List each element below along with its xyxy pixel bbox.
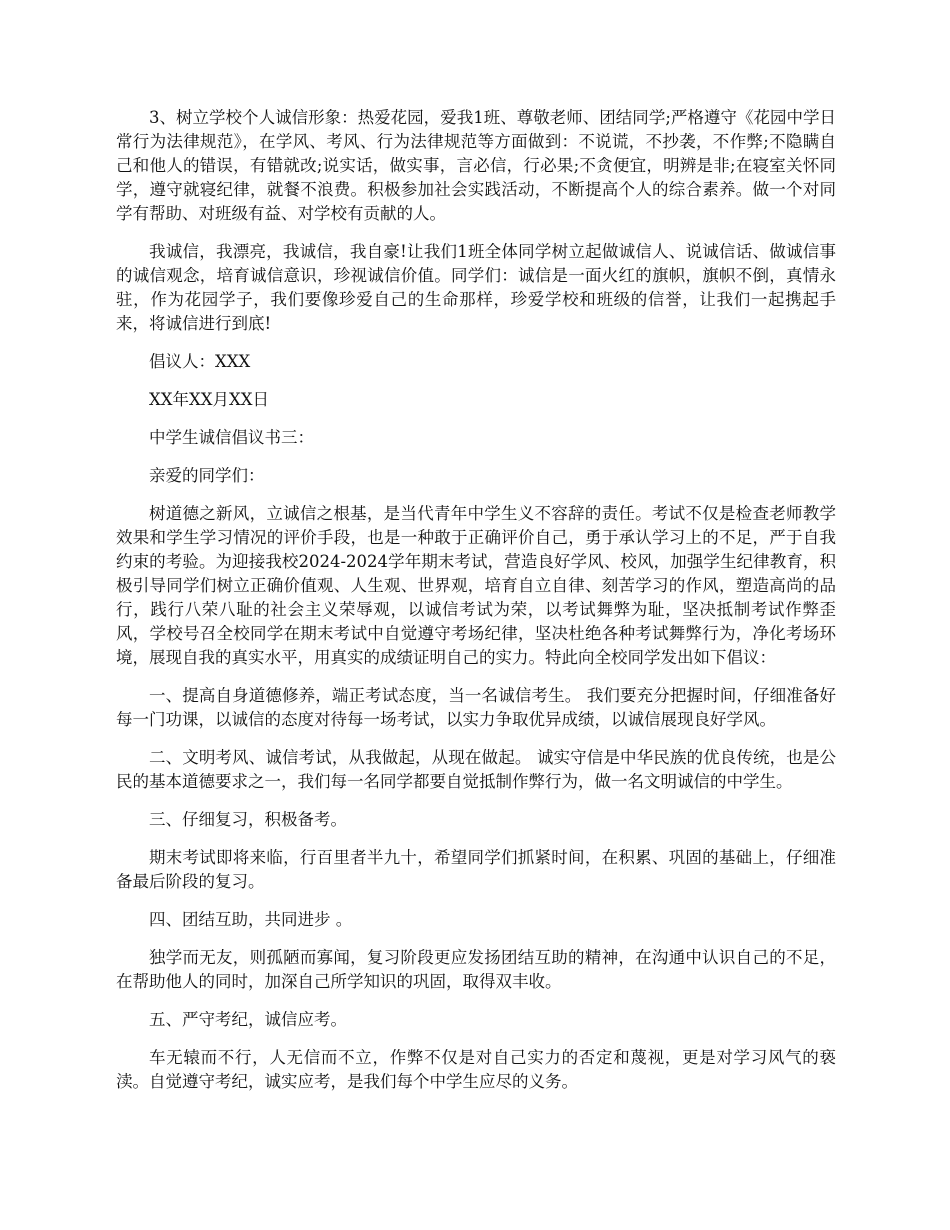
proposal-heading-4: 四、团结互助，共同进步 。 (149, 910, 353, 929)
proposal-body-5: 车无辕而不行，人无信而不立，作弊不仅是对自己实力的否定和蔑视，更是对学习风气的亵渎。自觉遵守考纪，诚实应考，是我们每个中学生应尽的义务。 (116, 1048, 836, 1091)
proposer-line: 倡议人：XXX (149, 352, 251, 371)
date-line: XX年XX月XX日 (149, 390, 269, 409)
proposal-body-4: 独学而无友，则孤陋而寡闻，复习阶段更应发扬团结互助的精神，在沟通中认识自己的不足，在帮助他人的同时，加深自己所学知识的巩固，取得双丰收。 (116, 948, 836, 991)
proposal-body-3: 期末考试即将来临，行百里者半九十，希望同学们抓紧时间，在积累、巩固的基础上，仔细准备最后阶段的复习。 (116, 848, 836, 891)
salutation: 亲爱的同学们： (149, 466, 265, 485)
proposal-heading-3: 三、仔细复习，积极备考。 (149, 810, 347, 829)
document-body (116, 106, 836, 1108)
section-title: 中学生诚信倡议书三： (149, 428, 314, 447)
paragraph-integrity-image: 3、树立学校个人诚信形象：热爱花园，爱我1班、尊敬老师、团结同学;严格遵守《花园中学日常行为法律规范》，在学风、考风、行为法律规范等方面做到：不说谎，不抄袭，不作弊;不隐瞒自己和他人的错误，有错就改;说实话，做实事，言必信，行必果;不贪便宜，明辨是非;在寝室关怀同学，遵守就寝纪律，就餐不浪费。积极参加社会实践活动，不断提高个人的综合素养。做一个对同学有帮助、对班级有益、对学校有贡献的人。 (116, 108, 836, 223)
proposal-heading-5: 五、严守考纪，诚信应考。 (149, 1010, 347, 1029)
paragraph-introduction: 树道德之新风，立诚信之根基，是当代青年中学生义不容辞的责任。考试不仅是检查老师教学效果和学生学习情况的评价手段，也是一种敢于正确评价自己，勇于承认学习上的不足，严于自我约束的考验。为迎接我校2024-2024学年期末考试，营造良好学风、校风，加强学生纪律教育，积极引导同学们树立正确价值观、人生观、世界观，培育自立自律、刻苦学习的作风，塑造高尚的品行，践行八荣八耻的社会主义荣辱观，以诚信考试为荣，以考试舞弊为耻，坚决抵制考试作弊歪风，学校号召全校同学在期末考试中自觉遵守考场纪律，坚决杜绝各种考试舞弊行为，净化考场环境，展现自我的真实水平，用真实的成绩证明自己的实力。特此向全校同学发出如下倡议： (116, 504, 836, 667)
paragraph-call-to-action: 我诚信，我漂亮，我诚信，我自豪!让我们1班全体同学树立起做诚信人、说诚信话、做诚信事的诚信观念，培育诚信意识，珍视诚信价值。同学们：诚信是一面火红的旗帜，旗帜不倒，真情永驻，作为花园学子，我们要像珍爱自己的生命那样，珍爱学校和班级的信誉，让我们一起携起手来，将诚信进行到底! (116, 242, 836, 333)
proposal-item-1: 一、提高自身道德修养，端正考试态度，当一名诚信考生。 我们要充分把握时间，仔细准备好每一门功课，以诚信的态度对待每一场考试，以实力争取优异成绩，以诚信展现良好学风。 (116, 686, 836, 729)
proposal-item-2: 二、文明考风、诚信考试，从我做起，从现在做起。 诚实守信是中华民族的优良传统，也是公民的基本道德要求之一，我们每一名同学都要自觉抵制作弊行为，做一名文明诚信的中学生。 (116, 748, 836, 791)
